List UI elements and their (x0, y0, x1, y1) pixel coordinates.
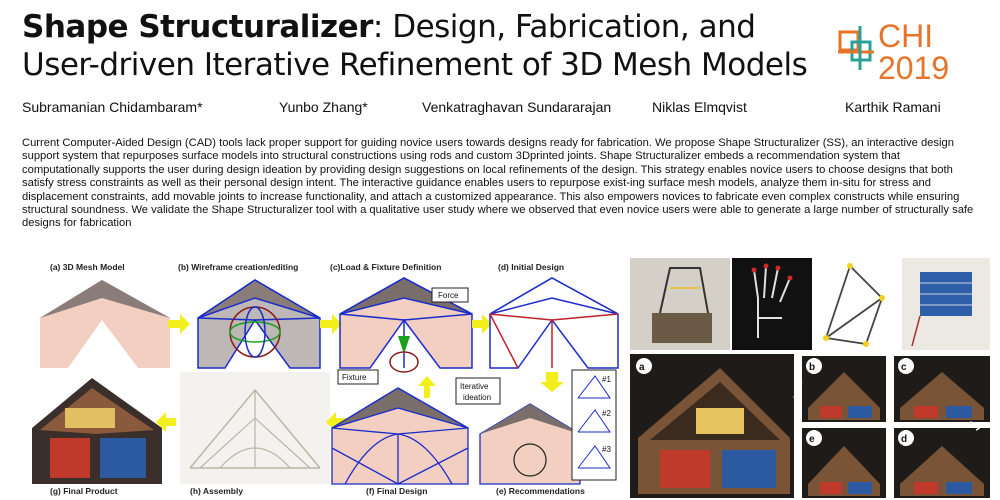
mesh-model-illustration (40, 280, 170, 368)
assembly-photo (180, 372, 330, 484)
rec-option-3: #3 (602, 445, 611, 454)
fabrication-photo-collage (630, 258, 990, 498)
label-panel-c: (c)Load & Fixture Definition (330, 262, 442, 272)
title-line2: User-driven Iterative Refinement of 3D Mesh Models (22, 47, 808, 83)
arrow-a-to-b (168, 314, 190, 334)
rec-option-2: #2 (602, 409, 611, 418)
photo-label-a: a (639, 362, 645, 373)
label-panel-a: (a) 3D Mesh Model (50, 262, 125, 272)
abstract-text: Current Computer-Aided Design (CAD) tools lack proper support for guiding novice users towards designs ready for fabrication. We propose Shape Structuralizer (SS), an interactive design support system that repurposes surface models into structural constructions using rods and custom 3Dprinted joints. Shape Structuralizer embeds a recommendation system that computationally supports the user during design ideation by providing design suggestions on local refinements of the design. This strategy enables novice users to choose designs that both satisfy stress constraints as well as their personal design intent. The interactive guidance enables users to repurpose exist-ing surface mesh models, analyze them in-situ for stress and displacement constraints, add movable joints to increase functionality, and attach a customized appearance. This also empowers novices to fabricate even complex constructs while ensuring structural soundness. We validate the Shape Structuralizer tool with a qualitative user study where we observed that even novice users were able to generate a large number of structurally safe designs for fabrication (22, 137, 974, 230)
fixture-label: Fixture (342, 373, 367, 382)
chi-logo-icon (838, 26, 874, 70)
chi-2019-logo (838, 12, 988, 87)
poster-title (22, 8, 807, 84)
iterative-label-2: ideation (463, 393, 492, 402)
arrow-e-to-f (418, 376, 436, 398)
logo-chi-text: CHI (878, 18, 934, 54)
label-panel-h: (h) Assembly (190, 486, 244, 496)
photo-chair (630, 258, 730, 350)
wireframe-illustration (198, 280, 320, 368)
arrow-b-to-c (320, 314, 342, 334)
final-design-illustration (332, 388, 468, 484)
author-list (22, 99, 982, 119)
author-4: Niklas Elmqvist (652, 99, 747, 115)
rec-option-1: #1 (602, 375, 611, 384)
author-3: Venkatraghavan Sundararajan (422, 99, 612, 115)
photo-label-c: c (901, 362, 907, 373)
label-panel-f: (f) Final Design (366, 486, 428, 496)
initial-design-illustration (490, 278, 618, 368)
author-1: Subramanian Chidambaram* (22, 99, 203, 115)
photo-stacked-stand (902, 258, 990, 350)
label-panel-g: (g) Final Product (50, 486, 118, 496)
recommendations-illustration (480, 404, 580, 484)
final-product-photo (32, 378, 162, 484)
author-2: Yunbo Zhang* (279, 99, 368, 115)
logo-year-text: 2019 (878, 50, 950, 86)
photo-bookshelf-a (630, 354, 794, 498)
arrow-d-to-e (540, 372, 564, 392)
title-line1-rest: : Design, Fabrication, and (372, 9, 756, 45)
force-label: Force (438, 291, 459, 300)
label-panel-e: (e) Recommendations (496, 486, 585, 496)
label-panel-d: (d) Initial Design (498, 262, 565, 272)
label-panel-b: (b) Wireframe creation/editing (178, 262, 299, 272)
title-bold: Shape Structuralizer (22, 9, 373, 45)
iterative-label-1: Iterative (460, 382, 489, 391)
photo-label-d: d (901, 434, 908, 445)
photo-label-b: b (809, 362, 816, 373)
photo-label-e: e (809, 434, 815, 445)
photo-wire-frame (814, 258, 900, 350)
photo-hand (732, 258, 812, 350)
recommendation-list (572, 370, 616, 480)
arrow-c-to-d (472, 314, 492, 334)
author-5: Karthik Ramani (845, 99, 941, 115)
pipeline-figure (20, 258, 620, 498)
